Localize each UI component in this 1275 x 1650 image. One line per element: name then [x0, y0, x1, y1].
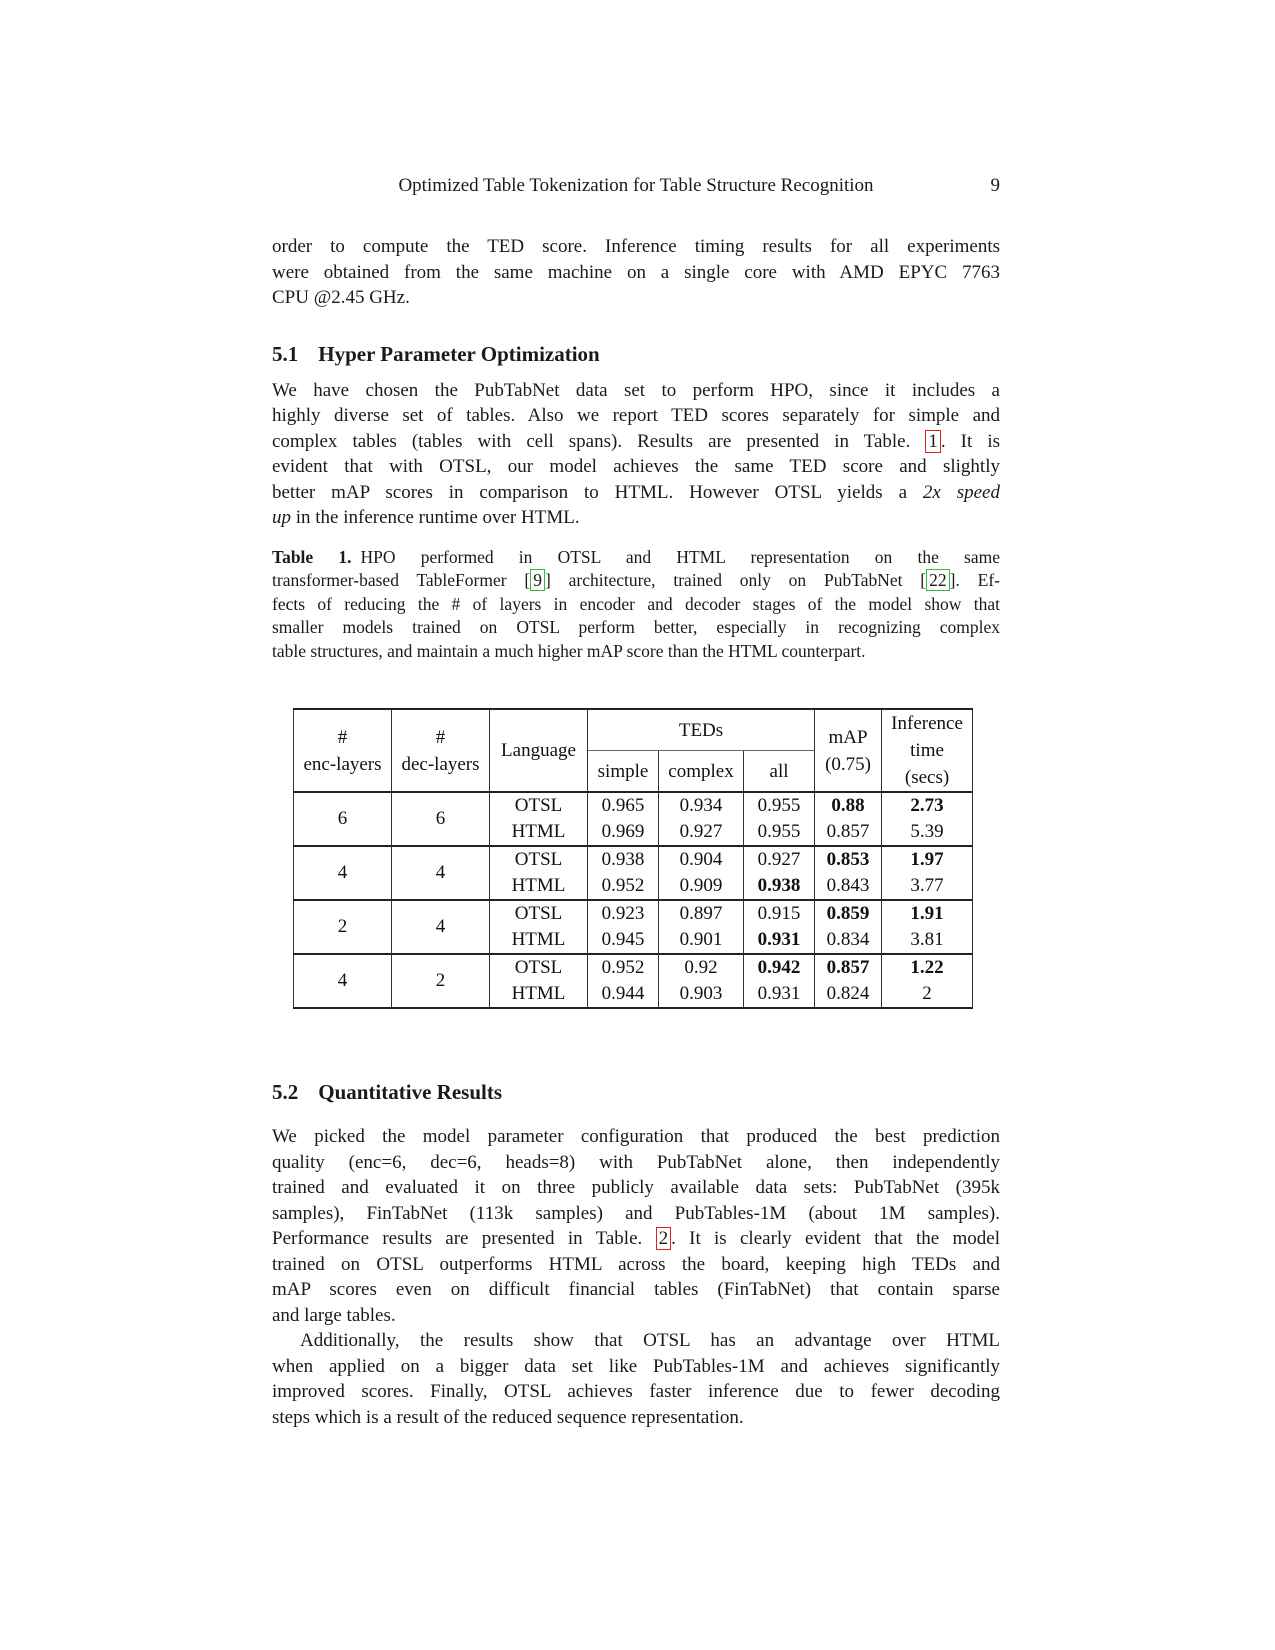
- text-segment: . It is: [940, 430, 1000, 452]
- text-segment: transformer-based TableFormer [: [272, 570, 531, 591]
- cell-all: 0.955: [744, 819, 815, 846]
- cell-language: HTML: [490, 819, 588, 846]
- cell-simple: 0.965: [588, 792, 659, 819]
- table-1-wrapper: [293, 708, 1000, 1009]
- cell-map: 0.857: [815, 954, 882, 981]
- cell-simple: 0.952: [588, 954, 659, 981]
- text-segment: up: [272, 507, 291, 528]
- text-line: [272, 429, 1000, 455]
- cell-map: 0.857: [815, 819, 882, 846]
- cell-complex: 0.901: [659, 927, 744, 954]
- text-segment: 2x speed: [922, 481, 1000, 503]
- table-row: [294, 954, 973, 981]
- citation-link[interactable]: 22: [926, 569, 950, 591]
- text-line: [272, 505, 1000, 531]
- cell-map: 0.834: [815, 927, 882, 954]
- text-line: [272, 285, 1000, 311]
- text-segment: . It is clearly evident that the model: [671, 1228, 1000, 1250]
- text-segment: Table 1.: [272, 546, 352, 567]
- cell-time: 3.77: [882, 873, 973, 900]
- table-row: [294, 792, 973, 819]
- text-segment: quality (enc=6, dec=6, heads=8) with PubTabNet alone, then independently: [272, 1151, 1000, 1173]
- cell-time: 1.91: [882, 900, 973, 927]
- cell-language: HTML: [490, 873, 588, 900]
- text-line: [272, 1405, 1000, 1431]
- text-line: [272, 640, 1000, 664]
- table-caption: [272, 546, 1000, 664]
- cell-complex: 0.934: [659, 792, 744, 819]
- text-segment: We have chosen the PubTabNet data set to perform HPO, since it includes a: [272, 379, 1000, 401]
- cell-all: 0.931: [744, 927, 815, 954]
- text-line: [272, 1277, 1000, 1303]
- text-line: [272, 593, 1000, 617]
- cell-dec-layers: 6: [392, 792, 490, 846]
- header-teds: TEDs: [588, 709, 815, 751]
- text-line: [272, 480, 1000, 506]
- table-ref-link[interactable]: 2: [656, 1227, 672, 1250]
- header-dec-layers: # dec-layers: [392, 709, 490, 792]
- header-teds-complex: complex: [659, 751, 744, 793]
- text-line: [272, 1303, 1000, 1329]
- text-segment: order to compute the TED score. Inference timing results for all experiments: [272, 236, 1000, 257]
- text-line: [272, 260, 1000, 286]
- cell-map: 0.88: [815, 792, 882, 819]
- text-segment: trained and evaluated it on three publicly available data sets: PubTabNet (395k: [272, 1177, 1000, 1199]
- cell-map: 0.843: [815, 873, 882, 900]
- text-segment: when applied on a bigger data set like PubTables-1M and achieves significantly: [272, 1355, 1000, 1377]
- cell-time: 1.97: [882, 846, 973, 873]
- cell-complex: 0.909: [659, 873, 744, 900]
- table-row: [294, 900, 973, 927]
- paragraph-quantitative-1: [272, 1124, 1000, 1328]
- cell-dec-layers: 4: [392, 846, 490, 900]
- cell-language: HTML: [490, 927, 588, 954]
- text-segment: samples), FinTabNet (113k samples) and PubTables-1M (about 1M samples).: [272, 1202, 1000, 1224]
- text-line: [272, 1252, 1000, 1278]
- cell-language: OTSL: [490, 846, 588, 873]
- text-segment: ] architecture, trained only on PubTabNet [: [544, 570, 927, 591]
- paragraph-hpo: [272, 378, 1000, 531]
- cell-map: 0.859: [815, 900, 882, 927]
- header-row-1: [294, 709, 973, 751]
- cell-enc-layers: 4: [294, 846, 392, 900]
- citation-link[interactable]: 9: [530, 569, 545, 591]
- table-row: [294, 846, 973, 873]
- text-segment: better mAP scores in comparison to HTML. However OTSL yields a: [272, 481, 923, 503]
- cell-all: 0.915: [744, 900, 815, 927]
- text-line: [272, 1150, 1000, 1176]
- text-line: [272, 1226, 1000, 1252]
- running-head-title: Optimized Table Tokenization for Table Structure Recognition: [398, 175, 874, 196]
- text-segment: smaller models trained on OTSL perform better, especially in recognizing complex: [272, 617, 1000, 638]
- table-ref-link[interactable]: 1: [925, 430, 941, 453]
- text-segment: improved scores. Finally, OTSL achieves faster inference due to fewer decoding: [272, 1381, 1000, 1403]
- section-number: 5.2: [272, 1080, 299, 1105]
- cell-dec-layers: 2: [392, 954, 490, 1008]
- text-line: [272, 454, 1000, 480]
- text-segment: mAP scores even on difficult financial tables (FinTabNet) that contain sparse: [272, 1279, 1000, 1301]
- text-segment: ]. Ef-: [949, 570, 1000, 591]
- cell-all: 0.927: [744, 846, 815, 873]
- cell-simple: 0.969: [588, 819, 659, 846]
- cell-enc-layers: 6: [294, 792, 392, 846]
- cell-simple: 0.923: [588, 900, 659, 927]
- cell-enc-layers: 4: [294, 954, 392, 1008]
- cell-all: 0.931: [744, 981, 815, 1008]
- text-line: [272, 546, 1000, 570]
- section-heading-5-1: [272, 341, 1000, 368]
- cell-time: 3.81: [882, 927, 973, 954]
- cell-language: HTML: [490, 981, 588, 1008]
- header-language: Language: [490, 709, 588, 792]
- cell-map: 0.853: [815, 846, 882, 873]
- cell-complex: 0.904: [659, 846, 744, 873]
- cell-complex: 0.92: [659, 954, 744, 981]
- text-segment: steps which is a result of the reduced sequence representation.: [272, 1406, 744, 1428]
- text-line: [272, 378, 1000, 404]
- cell-time: 2: [882, 981, 973, 1008]
- text-line: [272, 1175, 1000, 1201]
- header-teds-simple: simple: [588, 751, 659, 793]
- header-inference-time: Inference time (secs): [882, 709, 973, 792]
- cell-language: OTSL: [490, 792, 588, 819]
- cell-enc-layers: 2: [294, 900, 392, 954]
- paragraph-quantitative-2: [272, 1328, 1000, 1430]
- cell-simple: 0.945: [588, 927, 659, 954]
- text-line: [272, 1354, 1000, 1380]
- text-segment: table structures, and maintain a much higher mAP score than the HTML counterpart.: [272, 640, 866, 661]
- cell-dec-layers: 4: [392, 900, 490, 954]
- cell-language: OTSL: [490, 954, 588, 981]
- header-teds-all: all: [744, 751, 815, 793]
- text-segment: We picked the model parameter configuration that produced the best prediction: [272, 1126, 1000, 1148]
- text-line: [272, 234, 1000, 260]
- cell-language: OTSL: [490, 900, 588, 927]
- text-line: [272, 1328, 1000, 1354]
- paragraph-intro: [272, 234, 1000, 311]
- cell-simple: 0.952: [588, 873, 659, 900]
- cell-time: 1.22: [882, 954, 973, 981]
- text-segment: CPU @2.45 GHz.: [272, 287, 410, 308]
- text-segment: highly diverse set of tables. Also we report TED scores separately for simple and: [272, 405, 1000, 426]
- cell-complex: 0.897: [659, 900, 744, 927]
- header-map: mAP (0.75): [815, 709, 882, 792]
- text-line: [272, 403, 1000, 429]
- text-segment: and large tables.: [272, 1304, 396, 1326]
- text-segment: complex tables (tables with cell spans). Results are presented in Table.: [272, 430, 926, 452]
- section-title: Quantitative Results: [318, 1080, 502, 1105]
- cell-map: 0.824: [815, 981, 882, 1008]
- text-line: [272, 569, 1000, 593]
- cell-all: 0.938: [744, 873, 815, 900]
- results-table: [293, 708, 973, 1009]
- cell-time: 5.39: [882, 819, 973, 846]
- cell-simple: 0.944: [588, 981, 659, 1008]
- page-content: [272, 0, 1000, 1430]
- text-line: [272, 1379, 1000, 1405]
- cell-time: 2.73: [882, 792, 973, 819]
- page-number: 9: [990, 175, 1000, 196]
- text-segment: fects of reducing the # of layers in encoder and decoder stages of the model show that: [272, 593, 1000, 614]
- header-enc-layers: # enc-layers: [294, 709, 392, 792]
- section-heading-5-2: [272, 1079, 1000, 1106]
- text-line: [272, 616, 1000, 640]
- results-table-body: [294, 792, 973, 1008]
- text-segment: in the inference runtime over HTML.: [291, 507, 580, 528]
- cell-complex: 0.903: [659, 981, 744, 1008]
- cell-all: 0.942: [744, 954, 815, 981]
- section-number: 5.1: [272, 341, 299, 366]
- cell-all: 0.955: [744, 792, 815, 819]
- text-segment: trained on OTSL outperforms HTML across the board, keeping high TEDs and: [272, 1253, 1000, 1275]
- cell-simple: 0.938: [588, 846, 659, 873]
- section-title: Hyper Parameter Optimization: [318, 341, 600, 366]
- text-segment: evident that with OTSL, our model achieves the same TED score and slightly: [272, 456, 1000, 477]
- text-segment: Performance results are presented in Table.: [272, 1228, 656, 1250]
- text-line: [272, 1124, 1000, 1150]
- text-segment: Additionally, the results show that OTSL has an advantage over HTML: [300, 1330, 1000, 1352]
- text-line: [272, 1201, 1000, 1227]
- text-segment: HPO performed in OTSL and HTML representation on the same: [360, 546, 1000, 567]
- text-segment: were obtained from the same machine on a single core with AMD EPYC 7763: [272, 261, 1000, 283]
- running-head: [272, 173, 1000, 199]
- cell-complex: 0.927: [659, 819, 744, 846]
- results-table-header: [294, 709, 973, 792]
